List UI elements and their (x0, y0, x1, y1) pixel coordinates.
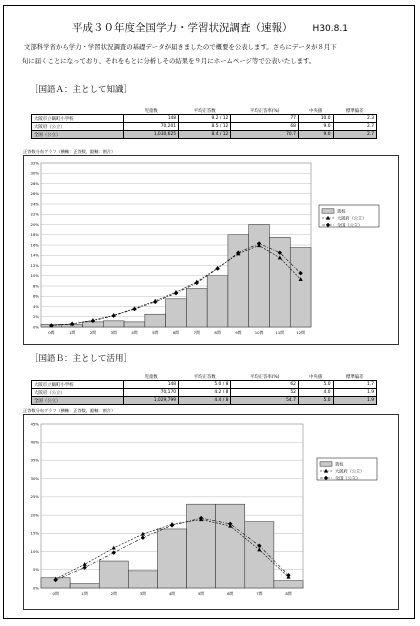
cell-students: 1,029,799 (124, 397, 179, 405)
stats-table-kokugo-a (31, 107, 377, 139)
cell-mean-rate: 62 (231, 381, 299, 389)
cell-students: 70,201 (124, 123, 179, 131)
cell-students: 1,030,625 (124, 131, 179, 139)
x-tick-label: 6問 (172, 330, 180, 335)
x-tick-label: 8問 (214, 330, 221, 335)
bar-school (290, 248, 311, 327)
cell-stddev: 1.9 (333, 389, 376, 397)
header-students: 児童数 (124, 107, 179, 115)
table-row-national (32, 131, 377, 139)
header-mean-rate: 平均正答率(%) (231, 373, 299, 381)
y-tick-label: 30% (30, 170, 39, 176)
stats-table-header (32, 107, 377, 115)
cell-stddev: 2.7 (333, 131, 376, 139)
y-tick-label: 2% (32, 314, 39, 320)
cell-median: 5.0 (298, 381, 333, 389)
y-tick-label: 22% (30, 211, 39, 217)
row-label: 全国（公立） (32, 397, 124, 405)
legend-label: 大阪府（公立） (337, 215, 367, 221)
cell-mean-correct: 4.4 / 8 (179, 397, 231, 405)
y-tick-label: 35% (30, 457, 39, 463)
distribution-chart-kokugo-a (23, 155, 399, 345)
y-tick-label: 30% (30, 475, 39, 481)
header-median: 中央値 (298, 107, 333, 115)
y-tick-label: 40% (30, 439, 39, 445)
header-blank-cell (32, 373, 124, 381)
row-label: 大阪市立鶴町小学校 (32, 381, 124, 389)
y-tick-label: 45% (30, 421, 39, 427)
cell-mean-rate: 70.7 (231, 131, 299, 139)
y-tick-label: 20% (30, 512, 39, 518)
cell-mean-rate: 52 (231, 389, 299, 397)
graph-title-kokugo-a: 正答数分布グラフ（横軸：正答数，縦軸：割合） (23, 149, 116, 154)
legend-swatch-bar (322, 209, 334, 213)
bar-school (216, 504, 245, 588)
stats-table-kokugo-b (31, 373, 377, 405)
bar-school (249, 225, 270, 328)
x-tick-label: 4問 (168, 591, 176, 596)
cell-median: 9.0 (298, 131, 333, 139)
x-tick-label: 8問 (285, 591, 292, 596)
legend (319, 205, 379, 228)
y-tick-label: 0% (32, 585, 39, 591)
y-tick-label: 28% (30, 180, 39, 186)
cell-students: 148 (124, 115, 179, 123)
header-blank-cell (32, 107, 124, 115)
header-stddev: 標準偏差 (333, 107, 376, 115)
table-row-osaka (32, 389, 377, 397)
y-tick-label: 15% (30, 530, 39, 536)
x-tick-label: 0問 (48, 330, 55, 335)
intro-text (22, 40, 402, 68)
x-tick-label: 0問 (52, 591, 59, 596)
header-stddev: 標準偏差 (333, 373, 376, 381)
bar-school (186, 289, 207, 327)
title-date: H30.8.1 (312, 24, 348, 34)
y-tick-label: 25% (30, 494, 39, 500)
bar-school (157, 529, 186, 588)
y-tick-label: 26% (30, 191, 39, 197)
legend-swatch-bar (320, 462, 332, 466)
y-tick-label: 12% (30, 262, 39, 268)
intro-line-1: 文部科学省から学力・学習状況調査の基礎データが届きましたので概要を公表します。さらにデータが８月下 (24, 43, 337, 51)
title-text: 平成３０年度全国学力・学習状況調査（速報） (72, 22, 293, 34)
x-tick-label: 7問 (256, 591, 263, 596)
section-title-kokugo-a: ［国語Ａ：主として知識］ (30, 85, 133, 95)
x-tick-label: 1問 (69, 330, 76, 335)
x-tick-label: 1問 (81, 591, 88, 596)
bar-school (124, 322, 145, 327)
legend-label: 全国（公立） (335, 475, 361, 481)
y-tick-label: 10% (30, 273, 39, 279)
bar-school (103, 321, 124, 327)
cell-mean-correct: 9.2 / 12 (179, 115, 231, 123)
cell-stddev: 2.7 (333, 123, 376, 131)
x-tick-label: 2問 (110, 591, 117, 596)
row-label: 全国（公立） (32, 131, 124, 139)
row-label: 大阪府（公立） (32, 389, 124, 397)
legend-label: 貴校 (337, 208, 346, 214)
x-tick-label: 5問 (198, 591, 205, 596)
cell-stddev: 1.7 (333, 381, 376, 389)
x-tick-label: 2問 (89, 330, 97, 335)
section-title-kokugo-b: ［国語Ｂ：主として活用］ (30, 354, 133, 364)
distribution-chart-kokugo-b (23, 414, 399, 610)
x-tick-label: 12問 (296, 330, 305, 335)
stats-table-header (32, 373, 377, 381)
cell-mean-correct: 8.4 / 12 (179, 131, 231, 139)
y-tick-label: 18% (30, 232, 39, 238)
bar-school (207, 276, 228, 327)
table-row-national (32, 397, 377, 405)
table-row-school (32, 115, 377, 123)
cell-mean-rate: 54.7 (231, 397, 299, 405)
cell-mean-rate: 77 (231, 115, 299, 123)
cell-mean-correct: 5.0 / 8 (179, 381, 231, 389)
cell-median: 4.0 (298, 389, 333, 397)
header-students: 児童数 (124, 373, 179, 381)
y-tick-label: 14% (30, 252, 39, 258)
y-tick-label: 16% (30, 242, 39, 248)
bar-school (228, 235, 249, 327)
y-tick-label: 24% (30, 201, 39, 207)
header-median: 中央値 (298, 373, 333, 381)
row-label: 大阪府（公立） (32, 123, 124, 131)
cell-mean-correct: 8.5 / 12 (179, 123, 231, 131)
x-tick-label: 3問 (110, 330, 117, 335)
x-tick-label: 9問 (235, 330, 242, 335)
legend (317, 458, 377, 481)
y-tick-label: 32% (30, 160, 39, 166)
page-title (0, 20, 420, 35)
header-mean-correct: 平均正答数 (179, 107, 231, 115)
x-tick-label: 10問 (254, 330, 264, 335)
cell-students: 148 (124, 381, 179, 389)
cell-mean-rate: 68 (231, 123, 299, 131)
legend-label: 全国（公立） (337, 222, 363, 228)
y-tick-label: 20% (30, 221, 39, 227)
header-mean-rate: 平均正答率(%) (231, 107, 299, 115)
intro-line-2: 旬に届くことになっており、それをもとに分析しその結果を９月にホームページ等で公表いたします。 (22, 57, 316, 65)
legend-label: 大阪府（公立） (335, 468, 365, 474)
table-row-osaka (32, 123, 377, 131)
y-tick-label: 8% (32, 283, 39, 289)
graph-title-kokugo-b: 正答数分布グラフ（横軸：正答数，縦軸：割合） (23, 408, 116, 413)
row-label: 大阪市立鶴町小学校 (32, 115, 124, 123)
cell-mean-correct: 4.2 / 8 (179, 389, 231, 397)
cell-stddev: 2.3 (333, 115, 376, 123)
bar-school (274, 581, 303, 588)
y-tick-label: 6% (32, 293, 39, 299)
x-tick-label: 5問 (152, 330, 159, 335)
bar-school (99, 561, 128, 588)
y-tick-label: 10% (30, 548, 39, 554)
bar-school (145, 314, 166, 327)
x-tick-label: 4問 (131, 330, 138, 335)
cell-median: 5.0 (298, 397, 333, 405)
x-tick-label: 11問 (275, 330, 285, 335)
table-row-school (32, 381, 377, 389)
cell-students: 70,170 (124, 389, 179, 397)
y-tick-label: 4% (32, 303, 39, 309)
cell-median: 9.0 (298, 123, 333, 131)
x-tick-label: 3問 (139, 591, 146, 596)
cell-median: 10.0 (298, 115, 333, 123)
bar-school (70, 584, 99, 588)
bar-school (128, 571, 157, 588)
x-tick-label: 7問 (193, 330, 200, 335)
bar-school (166, 299, 187, 327)
cell-stddev: 1.9 (333, 397, 376, 405)
y-tick-label: 5% (32, 567, 39, 573)
legend-label: 貴校 (335, 461, 344, 467)
bar-school (245, 522, 274, 588)
header-mean-correct: 平均正答数 (179, 373, 231, 381)
x-tick-label: 6問 (227, 591, 234, 596)
y-tick-label: 0% (32, 324, 39, 330)
